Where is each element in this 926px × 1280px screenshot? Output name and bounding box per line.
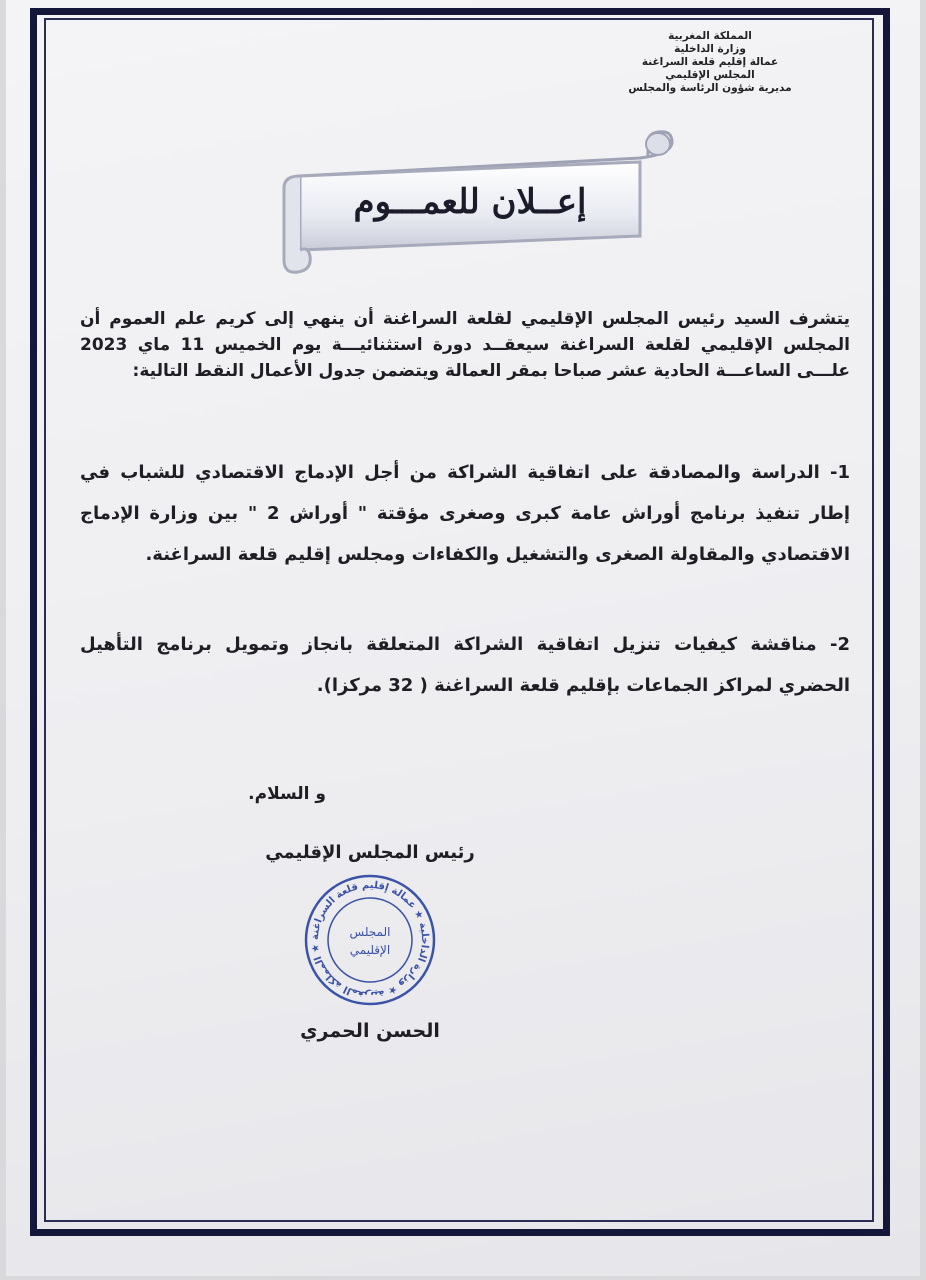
signer-title: رئيس المجلس الإقليمي (265, 842, 475, 863)
letterhead-ministry: وزارة الداخلية (674, 43, 746, 55)
signer-name: الحسن الحمري (300, 1020, 440, 1042)
seal-center-line1: المجلس (349, 925, 391, 939)
agenda-point-2: 2- مناقشة كيفيات تنزيل اتفاقية الشراكة المتعلقة بانجاز وتمويل برنامج التأهيل الحضري لمراكز الجماعات بإقليم قلعة السراغنة ( 32 مركزا). (80, 634, 850, 696)
official-seal-icon (300, 870, 440, 1010)
seal-center-line2: الإقليمي (349, 943, 391, 957)
letterhead-prefecture: عمالة إقليم قلعة السراغنة (641, 56, 779, 68)
letterhead-directorate: مديرية شؤون الرئاسة والمجلس (628, 82, 792, 94)
announcement-title: إعــلان للعمـــوم (353, 182, 587, 222)
seal-ring-text: المملكة المغربية ★ وزارة الداخلية ★ عمالة إقليم قلعة السراغنة ★ (309, 879, 431, 1001)
closing-salutation: و السلام. (248, 784, 326, 804)
letterhead (600, 30, 820, 95)
intro-paragraph: يتشرف السيد رئيس المجلس الإقليمي لقلعة السراغنة أن ينهي إلى كريم علم العموم أن المجلس الإقليمي لقلعة السراغنة سيعقــد دورة استثنائيـــة يوم الخميس 11 ماي 2023 علـــى الساعـــة الحادية عشر صباحا بمقر العمالة ويتضمن جدول الأعمال النقط التالية: (80, 309, 851, 381)
agenda-point-1: 1- الدراسة والمصادقة على اتفاقية الشراكة من أجل الإدماج الاقتصادي للشباب في إطار تنفيذ برنامج أوراش عامة كبرى وصغرى مؤقتة " أوراش 2 " بين وزارة الإدماج الاقتصادي والمقاولة الصغرى والتشغيل والكفاءات ومجلس إقليم قلعة السراغنة. (80, 462, 850, 565)
letterhead-kingdom: المملكة المغربية (668, 30, 752, 42)
letterhead-council: المجلس الإقليمي (665, 69, 755, 81)
